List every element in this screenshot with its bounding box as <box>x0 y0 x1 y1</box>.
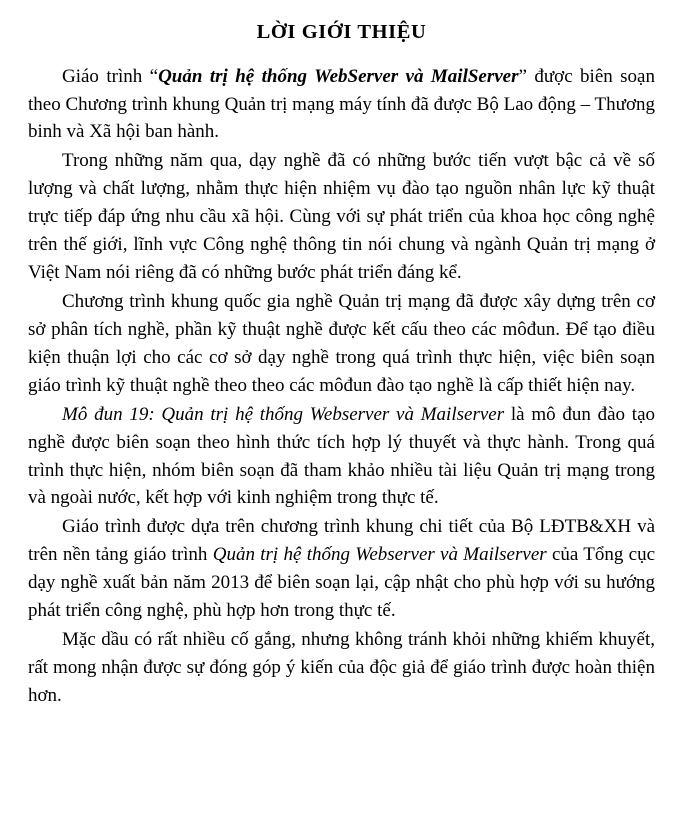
text-run: Trong những năm qua, dạy nghề đã có những bước tiến vượt bậc cả về số lượng và chất lượng, nhằm thực hiện nhiệm vụ đào tạo nguồn nhân lực kỹ thuật trực tiếp đáp ứng nhu cầu xã hội. Cùng với sự phát triển của khoa học công nghệ trên thế giới, lĩnh vực Công nghệ thông tin nói chung và ngành Quản trị mạng ở Việt Nam nói riêng đã có những bước phát triển đáng kể. <box>28 150 655 284</box>
paragraph <box>28 513 655 625</box>
page-title: LỜI GIỚI THIỆU <box>256 21 427 43</box>
text-run: Giáo trình được dựa trên chương trình khung chi tiết của Bộ LĐTB&XH và trên nền tảng giáo trình <box>28 516 655 566</box>
text-run: Giáo trình “ <box>62 65 159 87</box>
paragraph <box>28 63 655 147</box>
document-body <box>28 63 655 710</box>
paragraph <box>28 288 655 400</box>
text-run: Quản trị hệ thống Webserver và Mailserver <box>212 544 547 566</box>
text-run: là mô đun đào tạo nghề được biên soạn theo hình thức tích hợp lý thuyết và thực hành. Trong quá trình thực hiện, nhóm biên soạn đã tham khảo nhiều tài liệu Quản trị mạng trong và ngoài nước, kết hợp với kinh nghiệm trong thực tế. <box>28 403 656 509</box>
text-run: Quản trị hệ thống WebServer và MailServer <box>158 65 519 87</box>
paragraph <box>28 626 655 710</box>
text-run: của Tổng cục dạy nghề xuất bản năm 2013 để biên soạn lại, cập nhật cho phù hợp với su hướng phát triển công nghệ, phù hợp hơn trong thực tế. <box>28 544 656 622</box>
paragraph <box>28 147 655 287</box>
text-run: Chương trình khung quốc gia nghề Quản trị mạng đã được xây dựng trên cơ sở phân tích nghề, phần kỹ thuật nghề được kết cấu theo các môđun. Để tạo điều kiện thuận lợi cho các cơ sở dạy nghề trong quá trình thực hiện, việc biên soạn giáo trình kỹ thuật nghề theo theo các môđun đào tạo nghề là cấp thiết hiện nay. <box>28 290 655 396</box>
text-run: Mặc dầu có rất nhiều cố gắng, nhưng không tránh khỏi những khiếm khuyết, rất mong nhận được sự đóng góp ý kiến của độc giả để giáo trình được hoàn thiện hơn. <box>28 629 655 706</box>
text-run: Mô đun 19: Quản trị hệ thống Webserver và Mailserver <box>62 403 505 425</box>
paragraph <box>28 401 655 513</box>
text-run: ” được biên soạn theo Chương trình khung Quản trị mạng máy tính đã được Bộ Lao động – Thương binh và Xã hội ban hành. <box>28 65 655 143</box>
